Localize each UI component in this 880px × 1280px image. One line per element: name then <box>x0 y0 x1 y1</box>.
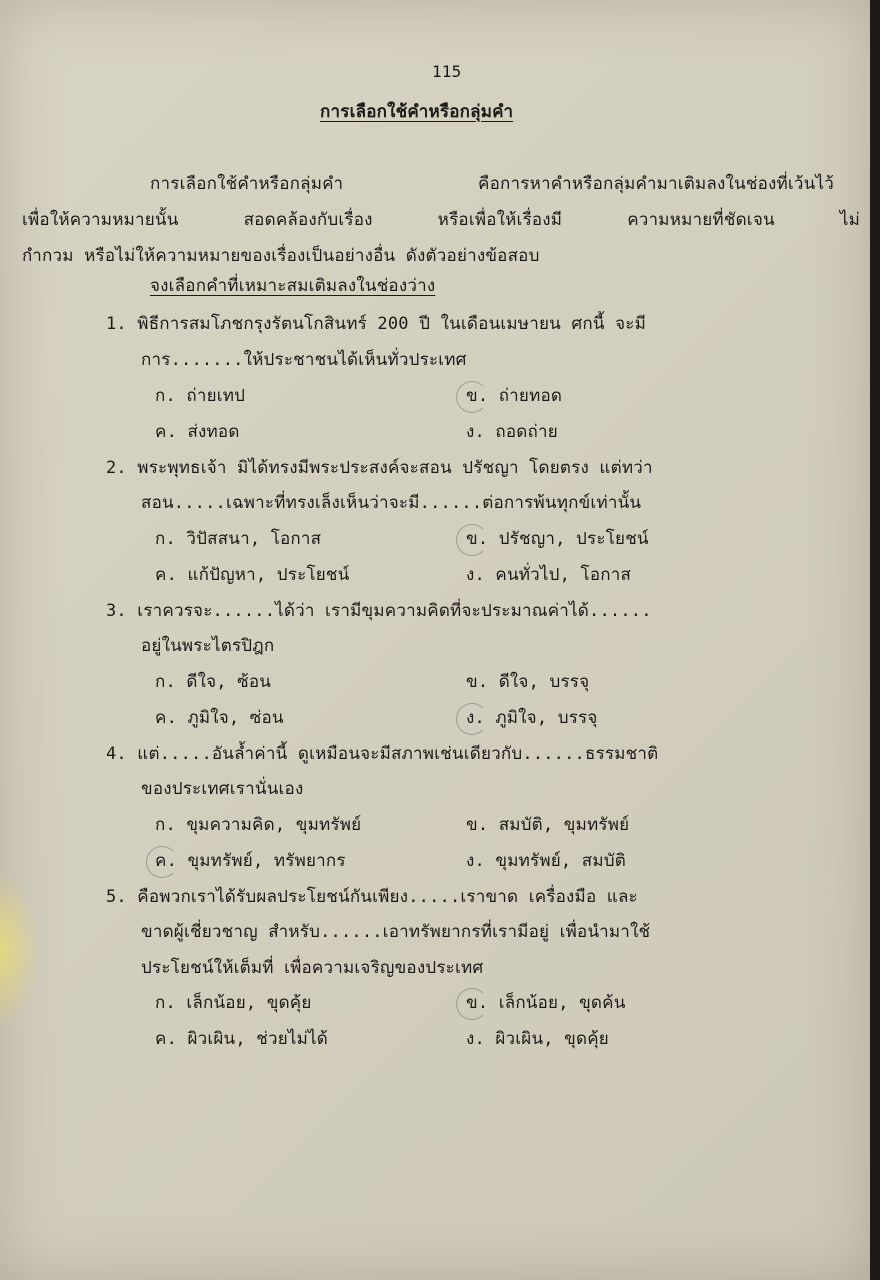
question-3-option-b: ข. ดีใจ, บรรจุ <box>466 672 590 692</box>
page-number: 115 <box>432 62 462 81</box>
question-1-option-a: ก. ถ่ายเทป <box>155 386 246 406</box>
question-1-option-d: ง. ถอดถ่าย <box>466 422 558 442</box>
question-2-line-1: 2. พระพุทธเจ้า มิได้ทรงมีพระประสงค์จะสอน ปรัชญา โดยตรง แต่ทว่า <box>106 458 653 478</box>
question-2-line-2: สอน.....เฉพาะที่ทรงเล็งเห็นว่าจะมี......ต่อการพ้นทุกข์เท่านั้น <box>141 493 642 513</box>
answer-circle-mark <box>146 846 178 878</box>
question-1-option-b: ข. ถ่ายทอด <box>466 386 563 406</box>
question-3-line-1: 3. เราควรจะ......ได้ว่า เรามีขุมความคิดที่จะประมาณค่าได้...... <box>106 601 652 621</box>
answer-circle-mark <box>456 703 488 735</box>
question-3-line-2: อยู่ในพระไตรปิฎก <box>141 636 275 656</box>
question-4-option-a: ก. ขุมความคิด, ขุมทรัพย์ <box>155 815 362 835</box>
question-2-option-b: ข. ปรัชญา, ประโยชน์ <box>466 529 649 549</box>
question-2-option-a: ก. วิปัสสนา, โอกาส <box>155 529 322 549</box>
answer-circle-mark <box>456 988 488 1020</box>
question-3-option-a: ก. ดีใจ, ซ้อน <box>155 672 272 692</box>
paper-stain <box>0 870 40 1030</box>
question-4-option-d: ง. ขุมทรัพย์, สมบัติ <box>466 851 626 871</box>
answer-circle-mark <box>456 381 488 413</box>
question-5-line-1: 5. คือพวกเราได้รับผลประโยชน์กันเพียง.....เราขาด เครื่องมือ และ <box>106 887 638 907</box>
intro-line-2: เพื่อให้ความหมายนั้น สอดคล้องกับเรื่อง หรือเพื่อให้เรื่องมี ความหมายที่ชัดเจน ไม่ <box>22 210 860 230</box>
answer-circle-mark <box>456 524 488 556</box>
instruction: จงเลือกคำที่เหมาะสมเติมลงในช่องว่าง <box>150 276 436 296</box>
question-3-option-d: ง. ภูมิใจ, บรรจุ <box>466 708 598 728</box>
question-4-option-c: ค. ขุมทรัพย์, ทรัพยากร <box>155 851 346 871</box>
question-1-line-2: การ.......ให้ประชาชนได้เห็นทั่วประเทศ <box>141 350 467 370</box>
page-title: การเลือกใช้คำหรือกลุ่มคำ <box>320 102 514 122</box>
question-2-option-d: ง. คนทั่วไป, โอกาส <box>466 565 632 585</box>
question-5-option-d: ง. ผิวเผิน, ขุดคุ้ย <box>466 1029 609 1049</box>
question-4-line-1: 4. แต่.....อันล้ำค่านี้ ดูเหมือนจะมีสภาพเช่นเดียวกับ......ธรรมชาติ <box>106 744 659 764</box>
question-5-option-a: ก. เล็กน้อย, ขุดคุ้ย <box>155 993 312 1013</box>
question-1-line-1: 1. พิธีการสมโภชกรุงรัตนโกสินทร์ 200 ปี ในเดือนเมษายน ศกนี้ จะมี <box>106 314 647 334</box>
intro-line-3: กำกวม หรือไม่ให้ความหมายของเรื่องเป็นอย่างอื่น ดังตัวอย่างข้อสอบ <box>22 246 540 266</box>
question-3-option-c: ค. ภูมิใจ, ซ่อน <box>155 708 284 728</box>
question-1-option-c: ค. ส่งทอด <box>155 422 240 442</box>
question-5-line-3: ประโยชน์ให้เต็มที่ เพื่อความเจริญของประเทศ <box>141 958 484 978</box>
question-5-option-b: ข. เล็กน้อย, ขุดค้น <box>466 993 626 1013</box>
question-4-option-b: ข. สมบัติ, ขุมทรัพย์ <box>466 815 630 835</box>
question-4-line-2: ของประเทศเรานั่นเอง <box>141 779 304 799</box>
question-5-option-c: ค. ผิวเผิน, ช่วยไม่ได้ <box>155 1029 329 1049</box>
question-5-line-2: ขาดผู้เชี่ยวชาญ สำหรับ......เอาทรัพยากรที่เรามีอยู่ เพื่อนำมาใช้ <box>141 922 651 942</box>
question-2-option-c: ค. แก้ปัญหา, ประโยชน์ <box>155 565 350 585</box>
intro-line-1: การเลือกใช้คำหรือกลุ่มคำ คือการหาคำหรือกลุ่มคำมาเติมลงในช่องที่เว้นไว้ <box>150 174 834 194</box>
